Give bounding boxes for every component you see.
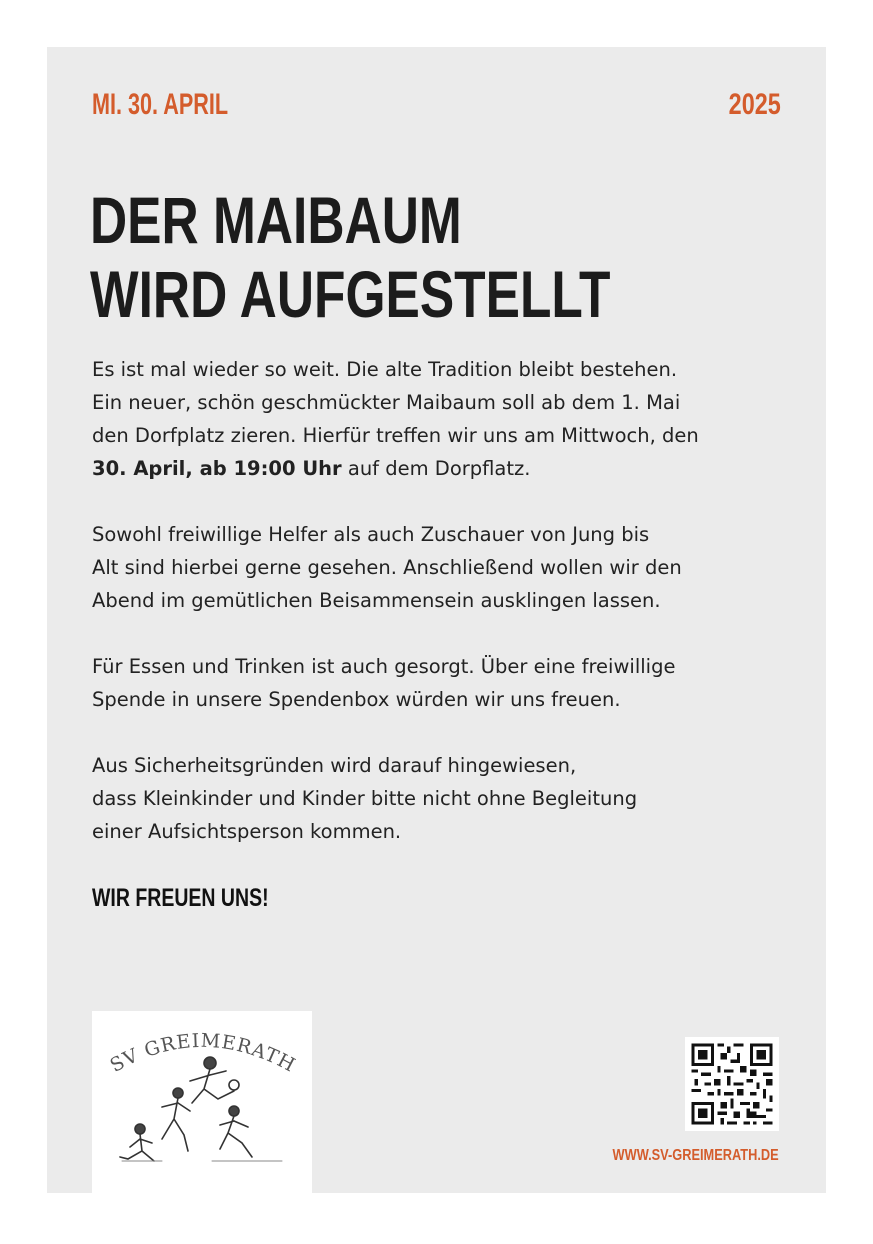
paragraph-line: Spende in unsere Spendenbox würden wir uns freuen. [92, 688, 621, 711]
website-link[interactable]: WWW.SV-GREIMERATH.DE [612, 1147, 779, 1164]
paragraph-food [92, 650, 802, 716]
paragraph-line: den Dorfplatz zieren. Hierfür treffen wir uns am Mittwoch, den [92, 424, 699, 447]
paragraph-line: dass Kleinkinder und Kinder bitte nicht ohne Begleitung [92, 787, 638, 810]
headline-line-1: DER MAIBAUM [90, 183, 462, 257]
svg-text:SV GREIMERATH [106, 1030, 299, 1077]
qr-code-icon[interactable] [685, 1037, 779, 1131]
body-text [92, 353, 802, 881]
paragraph-line: einer Aufsichtsperson kommen. [92, 820, 402, 843]
qr-code-graphic [685, 1037, 779, 1131]
event-year: 2025 [728, 88, 781, 121]
headline-line-2: WIRD AUFGESTELLT [90, 257, 611, 331]
paragraph-safety [92, 749, 802, 848]
logo-text: SV GREIMERATH [106, 1029, 300, 1077]
paragraph-intro [92, 353, 802, 485]
paragraph-line: Sowohl freiwillige Helfer als auch Zuschauer von Jung bis [92, 523, 650, 546]
paragraph-line: Alt sind hierbei gerne gesehen. Anschließend wollen wir den [92, 556, 682, 579]
closing-line: WIR FREUEN UNS! [92, 884, 269, 912]
paragraph-line: Für Essen und Trinken ist auch gesorgt. Über eine freiwillige [92, 655, 676, 678]
paragraph-line: auf dem Dorpflatz. [341, 457, 531, 480]
football-players-sketch-icon [92, 1011, 312, 1240]
paragraph-line: Abend im gemütlichen Beisammensein ausklingen lassen. [92, 589, 661, 612]
club-logo [92, 1011, 312, 1240]
paragraph-line: Ein neuer, schön geschmückter Maibaum soll ab dem 1. Mai [92, 391, 681, 414]
paragraph-line: Aus Sicherheitsgründen wird darauf hingewiesen, [92, 754, 577, 777]
event-date: MI. 30. APRIL [92, 88, 229, 121]
paragraph-helpers [92, 518, 802, 617]
paragraph-line: Es ist mal wieder so weit. Die alte Tradition bleibt bestehen. [92, 358, 678, 381]
event-time-highlight: 30. April, ab 19:00 Uhr [92, 457, 342, 480]
headline [90, 183, 610, 331]
